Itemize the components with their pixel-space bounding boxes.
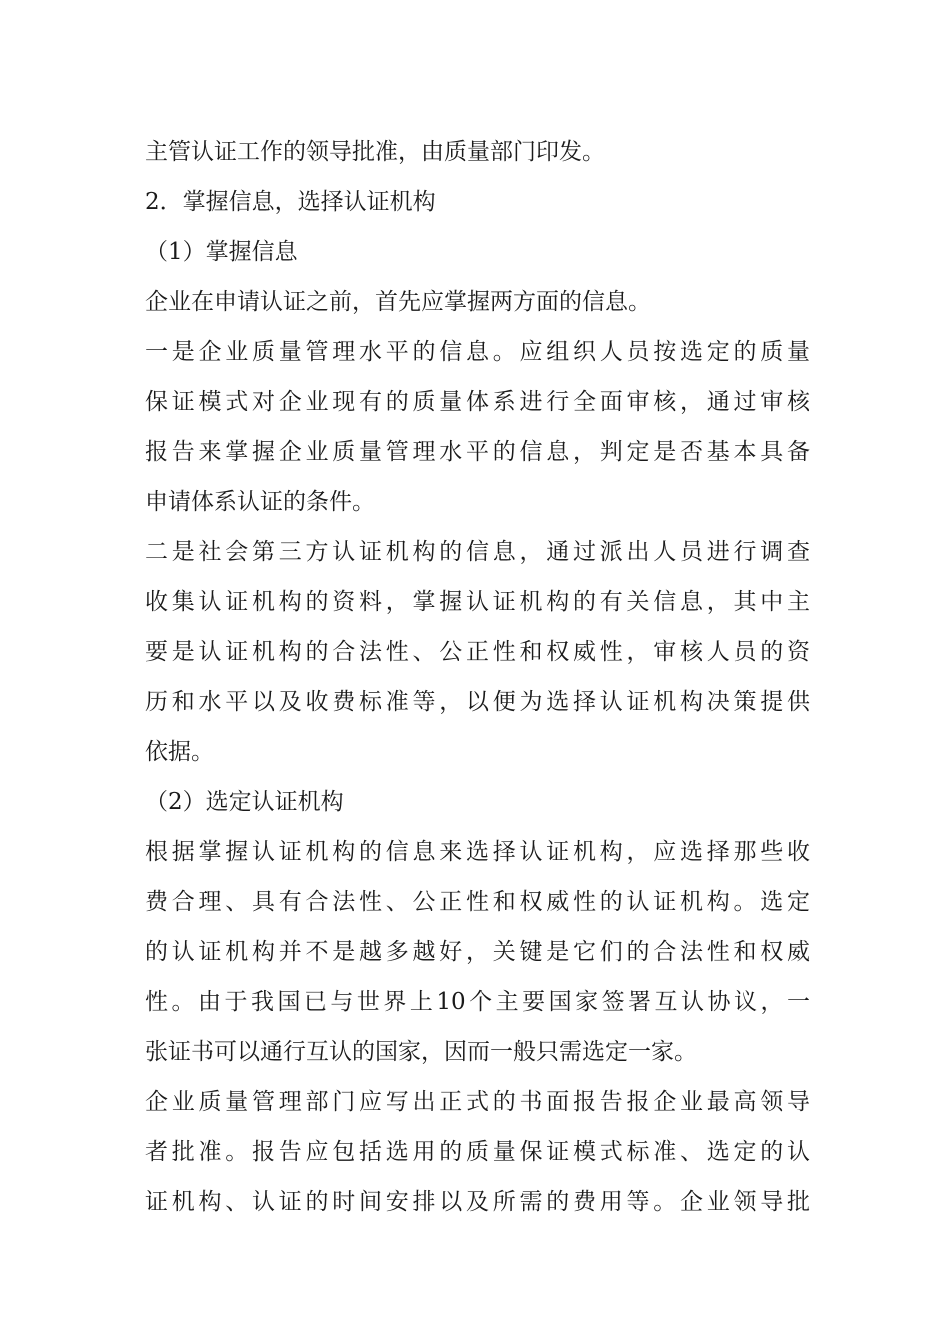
text-line: （1）掌握信息 <box>145 239 298 265</box>
text-line: 张证书可以通行互认的国家，因而一般只需选定一家。 <box>145 1039 697 1065</box>
body-text <box>145 127 810 1227</box>
text-line: 申请体系认证的条件。 <box>145 489 375 515</box>
text-line: 保证模式对企业现有的质量体系进行全面审核，通过审核 <box>145 389 810 415</box>
text-line: 二是社会第三方认证机构的信息，通过派出人员进行调查 <box>145 539 810 565</box>
text-line: 企业在申请认证之前，首先应掌握两方面的信息。 <box>145 289 651 315</box>
text-line: （2）选定认证机构 <box>145 789 344 815</box>
text-line: 收集认证机构的资料，掌握认证机构的有关信息，其中主 <box>145 589 810 615</box>
text-line: 性。由于我国已与世界上10个主要国家签署互认协议，一 <box>145 989 810 1015</box>
text-line: 依据。 <box>145 739 214 765</box>
text-line: 费合理、具有合法性、公正性和权威性的认证机构。选定 <box>145 889 810 915</box>
text-line: 证机构、认证的时间安排以及所需的费用等。企业领导批 <box>145 1189 810 1215</box>
text-line: 报告来掌握企业质量管理水平的信息，判定是否基本具备 <box>145 439 810 465</box>
text-line: 主管认证工作的领导批准，由质量部门印发。 <box>145 139 605 165</box>
text-line: 企业质量管理部门应写出正式的书面报告报企业最高领导 <box>145 1089 810 1115</box>
text-line: 一是企业质量管理水平的信息。应组织人员按选定的质量 <box>145 339 810 365</box>
text-line: 根据掌握认证机构的信息来选择认证机构，应选择那些收 <box>145 839 810 865</box>
text-line: 2．掌握信息，选择认证机构 <box>145 189 436 215</box>
text-line: 要是认证机构的合法性、公正性和权威性，审核人员的资 <box>145 639 810 665</box>
text-line: 历和水平以及收费标准等，以便为选择认证机构决策提供 <box>145 689 810 715</box>
text-line: 者批准。报告应包括选用的质量保证模式标准、选定的认 <box>145 1139 810 1165</box>
text-line: 的认证机构并不是越多越好，关键是它们的合法性和权威 <box>145 939 810 965</box>
